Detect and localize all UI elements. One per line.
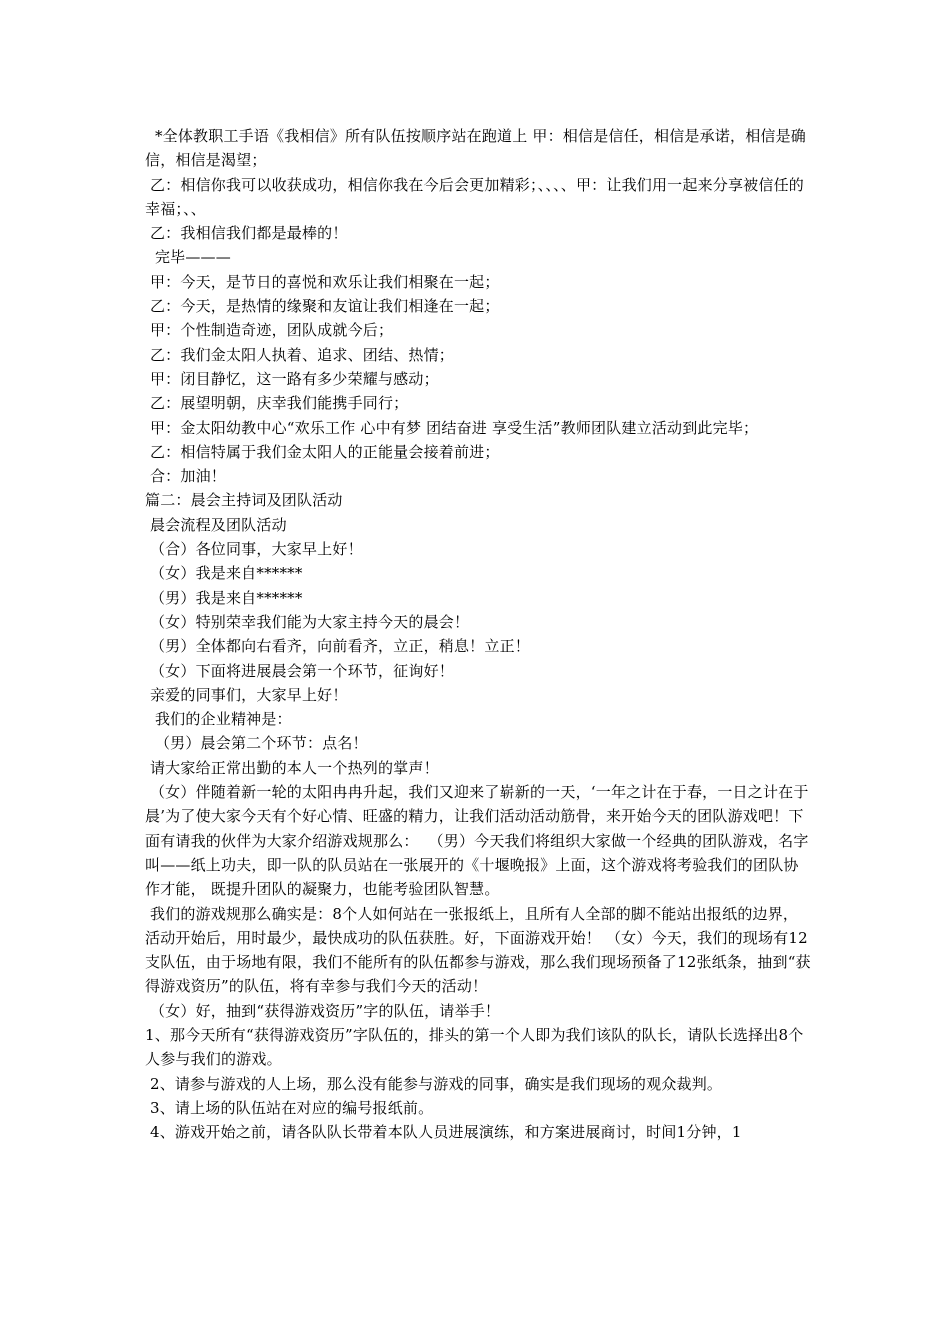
document-body [145,124,813,1144]
paragraph: 乙：我们金太阳人执着、追求、团结、热情； [145,345,454,364]
paragraph: 乙：我相信我们都是最棒的！ [145,224,348,243]
paragraph: 合：加油！ [145,467,226,486]
paragraph: （男）全体都向右看齐，向前看齐，立正，稍息！立正！ [145,637,530,656]
paragraph: 我们的企业精神是： [145,710,292,729]
list-item: 4、游戏开始之前，请各队队长带着本队人员进展演练，和方案进展商讨，时间1分钟，1 [145,1123,742,1142]
paragraph: 晨会流程及团队活动 [145,515,287,534]
paragraph: 完毕——— [145,248,231,267]
paragraph: 亲爱的同事们，大家早上好！ [145,685,348,704]
paragraph: （男）晨会第二个环节：点名！ [145,734,368,753]
paragraph: （男）我是来自****** [145,588,303,607]
section-heading: 篇二：晨会主持词及团队活动 [145,491,343,510]
paragraph: 请大家给正常出勤的本人一个热列的掌声！ [145,758,439,777]
paragraph: 乙：今天，是热情的缘聚和友谊让我们相逢在一起； [145,297,500,316]
paragraph: 甲：闭目静忆，这一路有多少荣耀与感动； [145,369,439,388]
paragraph: 甲：个性制造奇迹，团队成就今后； [145,321,394,340]
paragraph: 我们的游戏规那么确实是：8个人如何站在一张报纸上，且所有人全部的脚不能站出报纸的边界，活动开始后，用时最少，最快成功的队伍获胜。好，下面游戏开始！ （女）今天，我们的现场有12支队伍，由于场地有限，我们不能所有的队伍都参与游戏，那么我们现场预备了12张纸条，抽到“获得游戏资历”的队伍，将有幸参与我们今天的活动！ [145,904,811,996]
paragraph: （女）伴随着新一轮的太阳冉冉升起，我们又迎来了崭新的一天，‘一年之计在于春，一日之计在于晨’为了使大家今天有个好心情、旺盛的精力，让我们活动活动筋骨，来开始今天的团队游戏吧！下面有请我的伙伴为大家介绍游戏规那么： （男）今天我们将组织大家做一个经典的团队游戏，名字叫——纸上功夫，即一队的队员站在一张展开的《十堰晚报》上面，这个游戏将考验我们的团队协作才能， 既提升团队的凝聚力，也能考验团队智慧。 [145,783,809,899]
paragraph: （女）特别荣幸我们能为大家主持今天的晨会！ [145,612,470,631]
paragraph: （女）好，抽到“获得游戏资历”字的队伍，请举手！ [145,1001,501,1020]
list-item: 2、请参与游戏的人上场，那么没有能参与游戏的同事，确实是我们现场的观众裁判。 [145,1074,723,1093]
paragraph: （女）我是来自****** [145,564,303,583]
paragraph: 乙：相信你我可以收获成功，相信你我在今后会更加精彩；、、、、甲：让我们用一起来分享被信任的幸福；、、 [145,175,804,218]
list-item: 3、请上场的队伍站在对应的编号报纸前。 [145,1098,434,1117]
paragraph: 乙：相信特属于我们金太阳人的正能量会接着前进； [145,442,500,461]
paragraph: （女）下面将进展晨会第一个环节，征询好！ [145,661,454,680]
paragraph: 甲：今天，是节日的喜悦和欢乐让我们相聚在一起； [145,272,500,291]
paragraph: 甲：金太阳幼教中心“欢乐工作 心中有梦 团结奋进 享受生活”教师团队建立活动到此完毕； [145,418,759,437]
list-item: 1、那今天所有“获得游戏资历”字队伍的，排头的第一个人即为我们该队的队长，请队长选择出8个人参与我们的游戏。 [145,1025,804,1069]
paragraph: *全体教职工手语《我相信》所有队伍按顺序站在跑道上 甲：相信是信任，相信是承诺，相信是确信，相信是渴望； [145,127,807,170]
paragraph: 乙：展望明朝，庆幸我们能携手同行； [145,394,409,413]
paragraph: （合）各位同事，大家早上好！ [145,540,363,559]
